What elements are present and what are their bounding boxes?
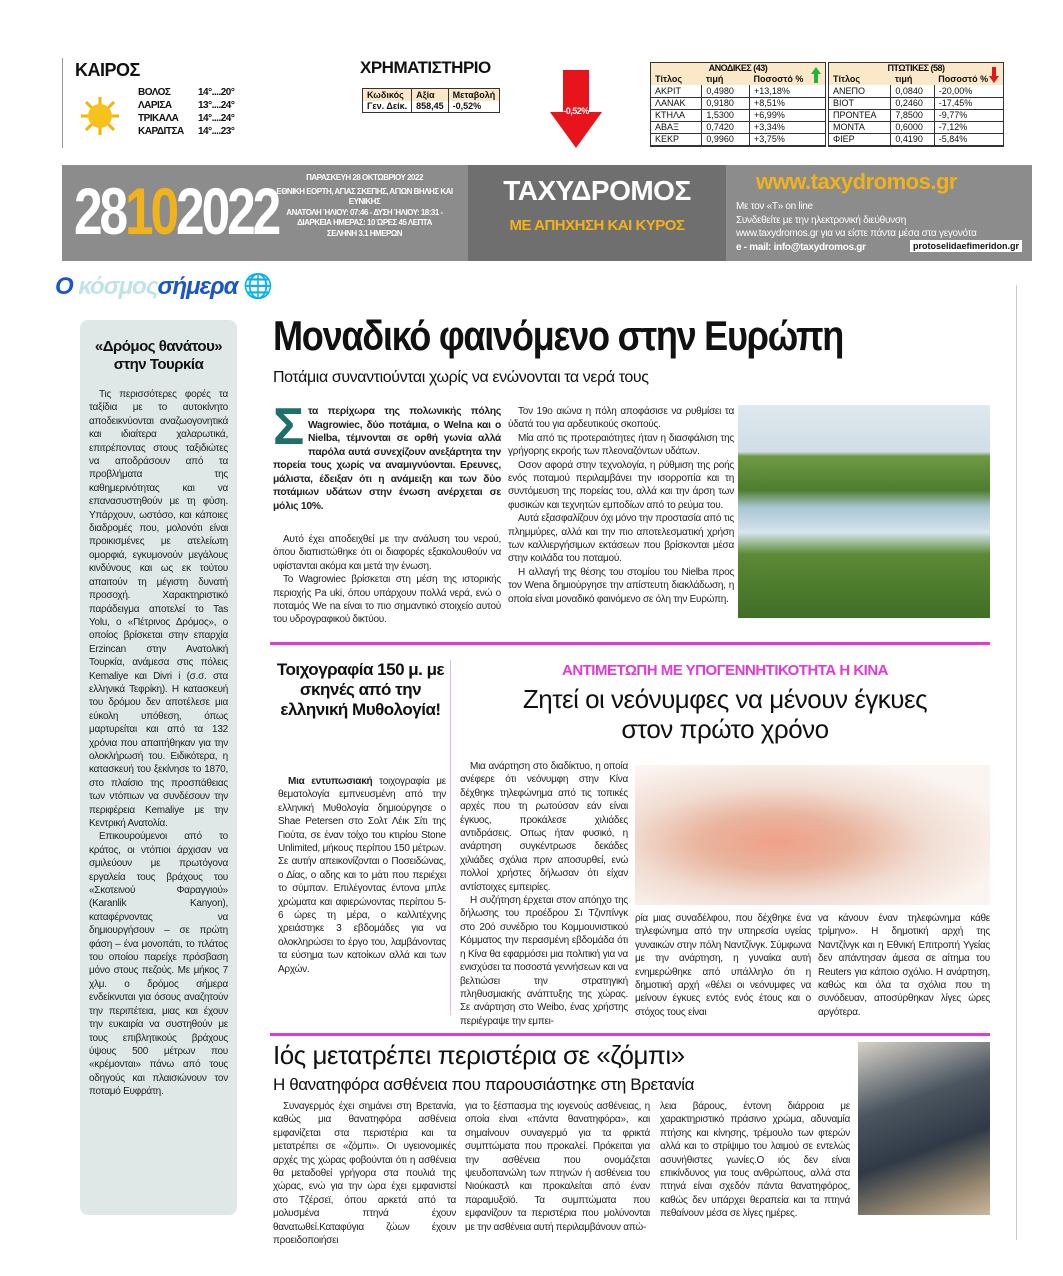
divider bbox=[450, 660, 451, 1015]
market-title: ΧΡΗΜΑΤΙΣΤΗΡΙΟ bbox=[360, 58, 491, 77]
pigeon-photo bbox=[858, 1042, 990, 1215]
globe-icon: 🌐 bbox=[243, 273, 273, 300]
down-arrow-icon bbox=[550, 70, 602, 148]
mural-title: Τοιχογραφία 150 μ. με σκηνές από την ελληνική Μυθολογία! bbox=[276, 660, 445, 719]
gainers-table: ΑΝΟΔΙΚΕΣ (43) Τίτλος τιμή Ποσοστό % ΑΚΡΙΤ 0,4980 +13,18% ΛΑΝΑΚ 0,9180 +8,51% ΚΤΗΛΑ 1,5300 +6,99% ΑΒΑΞ 0,7420 +3,34% ΚΕΚΡ 0,9960 +3,75% bbox=[650, 62, 826, 147]
table-row: ΦΙΕΡ 0,4190 -5,84% bbox=[829, 133, 1003, 145]
market-change-label: -0,52% bbox=[563, 106, 589, 116]
down-arrow-small-icon bbox=[989, 67, 999, 83]
sun-icon bbox=[80, 96, 120, 136]
china-col2: ρία μιας συναδέλφου, που δέχθηκε ένα τηλεφώνημα από την υπηρεσία υγείας γυναικών στην πόλη Ναντζίνγκ. Σύμφωνα με την ανάρτηση, η γυναίκα αυτή ενημερώθηκε από υπάλληλο ότι η δημοτική αρχή «θέλει οι νεόνυμφες να μείνουν έγκυες εντός ενός έτους και ο στόχος τους είναι bbox=[635, 913, 811, 1018]
date-display: 28102022 bbox=[74, 174, 279, 248]
divider bbox=[270, 1033, 990, 1036]
divider bbox=[1016, 285, 1017, 1240]
up-arrow-icon bbox=[811, 67, 821, 83]
online-info: Με τον «Τ» on line Συνδεθείτε με την ηλεκτρονική διεύθυνση www.taxydromos.gr για να είστε πάντα μέσα στα γεγονότα e - mail: info@taxydromos.gr bbox=[736, 201, 977, 253]
date-banner bbox=[62, 165, 1032, 261]
china-kicker: ΑΝΤΙΜΕΤΩΠΗ ΜΕ ΥΠΟΓΕΝΝΗΤΙΚΟΤΗΤΑ Η ΚΙΝΑ bbox=[561, 662, 889, 679]
pigeon-col1: Συναγερμός έχει σημάνει στη Βρετανία, καθώς μια θανατηφόρα ασθένεια εμφανίζεται στα περιστέρια και τα μετατρέπει σε «ζόμπι». Οι υγειονομικές αρχές της χώρας φοβούνται ότι η ασθένεια θα μεταδοθεί γρήγορα στα πουλιά της χώρας, ενώ για την ώρα έχει εμφανιστεί στο Τζέρσεϊ, όπου αρκετά από τα μολυσμένα πτηνά έχουν θανατωθεί.Καταφύγια ζώων έχουν προειδοποιήσει bbox=[273, 1101, 456, 1247]
sidebar-title: «Δρόμος θανάτου» στην Τουρκία bbox=[94, 338, 223, 373]
divider bbox=[270, 642, 990, 645]
weather-list bbox=[138, 86, 234, 138]
mural-text: Μια εντυπωσιακή τοιχογραφία με θεματολογία εμπνευσμένη από την ελληνική Μυθολογία δημιούργησε ο Shae Petersen στο Σολτ Λέικ Σίτι της Γιούτα, σε έναν τοίχο του κτιρίου Stone Unlimited, μήκους περίπου 150 μέτρων. Σε αυτήν απεικονίζονται ο Ποσειδώνας, ο Δίας, ο αδης και το μάτι που περιέχει το σύμπαν. Επιλέγοντας έντονα μπλε χρώματα και αφιερώνοντας περίπου 5-6 ώρες τη μέρα, ο καλλιτέχνης χρειάστηκε 3 εβδομάδες για να ολοκληρώσει το έργο του, λαμβάνοντας τα εύσημα των κατοίκων αλλά και των Αρχών. bbox=[278, 776, 447, 975]
china-col1: Μια ανάρτηση στο διαδίκτυο, η οποία ανέφερε ότι νεόνυμφη στην Κίνα δέχθηκε τηλεφώνημα από τις τοπικές αρχές που τη ρωτούσαν εάν είναι έγκυος, προκάλεσε χιλιάδες αντιδράσεις. Οπως ήταν φυσικό, η ανάρτηση συγκέντρωσε δεκάδες χιλιάδες σχόλια πριν αποσυρθεί, ενώ πολλοί χρήστες δήλωσαν ότι είχαν αντίστοιχες εμπειρίες. Η συζήτηση έρχεται στον απόηχο της δήλωσης του προέδρου Σι Τζινπίνγκ στο 20ό συνέδριο του Κομμουνιστικού Κόμματος την περασμένη εβδομάδα ότι η Κίνα θα εφαρμόσει μια πολιτική για να ενισχύσει τα ποσοστά γεννήσεων και να βελτιώσει την στρατηγική πληθυσμιακής ανάπτυξης της χώρας. Σε ανάρτηση στο Weibo, ένας χρήστης περιέγραψε την εμπει- bbox=[460, 761, 628, 1027]
table-row: ΑΒΑΞ 0,7420 +3,34% bbox=[651, 121, 825, 133]
losers-table: ΠΤΩΤΙΚΕΣ (58) Τίτλος τιμή Ποσοστό % ΑΝΕΠΟ 0,0840 -20,00% ΒΙΟΤ 0,2460 -17,45% ΠΡΟΝΤΕΑ 7,8500 -9,77% ΜΟΝΤΑ 0,6000 -7,12% ΦΙΕΡ 0,4190 -5,84% bbox=[828, 62, 1004, 147]
table-row: ΑΝΕΠΟ 0,0840 -20,00% bbox=[829, 85, 1003, 97]
rivers-photo bbox=[738, 405, 990, 618]
watermark: protoselidaefimeridon.gr bbox=[910, 240, 1022, 252]
baby-hand-photo bbox=[635, 765, 990, 905]
table-row: ΜΟΝΤΑ 0,6000 -7,12% bbox=[829, 121, 1003, 133]
pigeon-subtitle: Η θανατηφόρα ασθένεια που παρουσιάστηκε στη Βρετανία bbox=[273, 1075, 695, 1094]
table-row: ΠΡΟΝΤΕΑ 7,8500 -9,77% bbox=[829, 109, 1003, 121]
main-col1: Στα περίχωρα της πολωνικής πόλης Wagrowiec, δύο ποτάμια, ο Welna και ο Nielba, τέμνονται σε ορθή γωνία αλλά παρόλα αυτά συνεχίζουν ανεξάρτητα την πορεία τους χωρίς να αναμιγνύονται. Ερευνες, μάλιστα, έδειξαν ότι η ανάμειξη και των δύο ποτάμιων υδάτων στην ένωση ανέρχεται σε μόλις 10%. Αυτό έχει αποδειχθεί με την ανάλυση του νερού, όπου διαπιστώθηκε ότι οι διαφορές εξακολουθούν να υφίστανται ακόμα και μετά την ένωση. Το Wagrowiec βρίσκεται στη μέση της ιστορικής περιοχής Pa uki, όπου υπάρχουν πολλά νερά, ενώ ο ποταμός We na είναι το πιο σημαντικό στοιχείο αυτού του υδρογραφικού δικτύου. bbox=[273, 398, 501, 626]
weather-row: ΛΑΡΙΣΑ 13°....24° bbox=[138, 100, 235, 111]
market-table: Κωδικός Αξία Μεταβολή Γεν. Δείκ. 858,45 -0,52% bbox=[362, 88, 500, 113]
china-headline: Ζητεί οι νεόνυμφες να μένουν έγκυες στον πρώτο χρόνο bbox=[522, 684, 928, 744]
drop-cap: Σ bbox=[273, 398, 304, 456]
main-col2: Τον 19ο αιώνα η πόλη αποφάσισε να ρυθμίσει τα ύδατά του για αρδευτικούς σκοπούς. Μία από τις προτεραιότητες ήταν η διασφάλιση της γρήγορης εκροής των πλεοναζόντων υδάτων. Οσον αφορά στην τεχνολογία, η ρύθμιση της ροής ενός ποταμού περιλαμβάνει την ισορροπία και τη συντόμευση της πορείας του, αλλά και την άρση των φυσικών και τεχνητών εμποδίων από το ρεύμα του. Αυτά εξασφαλίζουν όχι μόνο την προστασία από τις πλημμύρες, αλλά και την πιο αποτελεσματική χρήση των καλλιεργήσιμων εκτάσεων που βρίσκονται μέσα στην κοιλάδα του ποταμού. Η αλλαγή της θέσης του στομίου του Nielba προς τον Wena δημιούργησε την απίστευτη διακλάδωση, η οποία είναι μοναδικό φαινόμενο σε όλη την Ευρώπη. bbox=[508, 406, 734, 605]
paper-name: ΤΑΧΥΔΡΟΜΟΣ bbox=[503, 175, 691, 206]
table-row: ΑΚΡΙΤ 0,4980 +13,18% bbox=[651, 85, 825, 97]
sidebar-article: «Δρόμος θανάτου» στην Τουρκία Τις περισσότερες φορές τα ταξίδια με το αυτοκίνητο αποδεικνύονται αναζωογονητικά και ιδιαίτερα χαλαρωτικά, επιτρέποντας στους ταξιδιώτες να αποδράσουν από τα προβλήματα της καθημερινότητας και να επανασυστηθούν με τη φύση. Υπάρχουν, ωστόσο, και κάποιες διαδρομές που, μολονότι είναι προικισμένες με ατελείωτη ομορφιά, εγκυμονούν μεγάλους κινδύνους και ως εκ τούτου απαιτούν τη μέγιστη δυνατή προσοχή. Χαρακτηριστικό παράδειγμα αποτελεί το Tas Yolu, ο «Πέτρινος Δρόμος», ο οποίος βρίσκεται στην επαρχία Erzincan στην Ανατολική Τουρκία, ανάμεσα στις πόλεις Kemaliye και Divri i (σ.σ. στα ελληνικά Τεφρίκη). Η κατασκευή του δρόμου δεν αποτέλεσε μια εύκολη υπόθεση, όπως μαρτυρείται και από τα 132 χρόνια που απαιτήθηκαν για την ολοκλήρωσή του. Ειδικότερα, η κατασκευή του ξεκίνησε το 1870, στο πλαίσιο της προσπάθειας των ντόπιων να συνδέσουν την περιφέρεια Kemaliye με την Κεντρική Ανατολία. Επικουρούμενοι από το κράτος, οι ντόπιοι άρχισαν να σμιλεύουν με πρωτόγονα εργαλεία τους βράχους του «Σκοτεινού Φαραγγιού» (Karanlik Kanyon), καταφέρνοντας να δημιουργήσουν – σε πρώτη φάση – ένα μονοπάτι, το πλάτος του οποίου παρείχε πρόσβαση μόνο στους πεζούς. Με μήκος 7 χλμ. ο δρόμος σήμερα ενδείκνυται για όσους αναζητούν την περιπέτεια, μιας και έχουν την ευκαιρία να συστηθούν με τους επιβλητικούς βράχους ύψους 500 μέτρων που «κρέμονται» πάνω από τους οδηγούς και πλαισιώνουν τον ποταμό Ευφράτη. bbox=[80, 320, 237, 1215]
pigeon-col2: για το ξέσπασμα της ιογενούς ασθένειας, η οποία είναι «πάντα θανατηφόρα», και σημαίνουν συναγερμό για τα φρικτά συμπτώματα που προκαλεί. Πρόκειται για την ασθένεια που ονομάζεται ψευδοπανώλη των πτηνών ή ασθένεια του Νιούκαστλ και προκαλείται από έναν παραμυξοϊό. Τα συμπτώματα που εμφανίζουν τα περιστέρια που μολύνονται με την ασθένεια αυτή περιλαμβάνουν απώ- bbox=[465, 1101, 650, 1233]
weather-row: ΒΟΛΟΣ 14°....20° bbox=[138, 87, 235, 98]
table-row: ΒΙΟΤ 0,2460 -17,45% bbox=[829, 97, 1003, 109]
paper-motto: ΜΕ ΑΠΗΧΗΣΗ ΚΑΙ ΚΥΡΟΣ bbox=[509, 217, 685, 234]
china-col3: να κάνουν έναν τηλεφώνημα κάθε τρίμηνο». Η δημοτική αρχή της Ναντζίνγκ και η Εθνική Επιτροπή Υγείας δεν απάντησαν άμεσα σε αίτημα του Reuters για κάποιο σχόλιο. Η ανάρτηση, καθώς και όλα τα σχόλια που τη συνόδευαν, αποσύρθηκαν λίγες ώρες αργότερα. bbox=[818, 913, 990, 1018]
weather-row: ΚΑΡΔΙΤΣΑ 14°....23° bbox=[138, 126, 235, 137]
weather-title: ΚΑΙΡΟΣ bbox=[75, 60, 140, 80]
pigeon-headline: Ιός μετατρέπει περιστέρια σε «ζόμπι» bbox=[273, 1040, 685, 1070]
main-subtitle: Ποτάμια συναντιούνται χωρίς να ενώνονται τα νερά τους bbox=[273, 369, 649, 386]
masthead bbox=[468, 165, 726, 261]
date-info: ΠΑΡΑΣΚΕΥΗ 28 ΟΚΤΩΒΡΙΟΥ 2022 ΕΘΝΙΚΗ ΕΟΡΤΗ, ΑΓΙΑΣ ΣΚΕΠΗΣ, ΑΓΙΩΝ ΒΗΛΗΣ ΚΑΙ ΕΥΝΙΚΗΣ ΑΝΑΤΟΛΗ ΉΛΙΟΥ: 07:46 - ΔΥΣΗ ΉΛΙΟΥ: 18:31 - ΔΙΑΡΚΕΙΑ ΗΜΕΡΑΣ: 10 ΏΡΕΣ 45 ΛΕΠΤΑ ΣΕΛΗΝΗ 3.1 ΗΜΕΡΩΝ bbox=[276, 173, 453, 238]
divider bbox=[62, 58, 63, 148]
site-link[interactable]: www.taxydromos.gr bbox=[756, 169, 957, 194]
weather-row: ΤΡΙΚΑΛΑ 14°....24° bbox=[138, 113, 235, 124]
table-row: ΚΤΗΛΑ 1,5300 +6,99% bbox=[651, 109, 825, 121]
section-logo: Ο κόσμοςσήμερα 🌐 bbox=[55, 273, 273, 300]
pigeon-col3: λεια βάρους, έντονη διάρροια με χαρακτηριστικό πράσινο χρώμα, αδυναμία πτήσης και κίνησης, τρέμουλο των φτερών αλλά και το στρίψιμο του λαιμού σε εντελώς ασυνήθιστες γωνίες.Ο ιός δεν είναι επικίνδυνος για τους ανθρώπους, αλλά στα πτηνά είναι σχεδόν πάντα θανατηφόρος, καθώς δεν υπάρχει θεραπεία και τα πτηνά πεθαίνουν μέσα σε λίγες ημέρες. bbox=[660, 1101, 850, 1220]
main-headline: Μοναδικό φαινόμενο στην Ευρώπη bbox=[273, 312, 844, 359]
table-row: ΛΑΝΑΚ 0,9180 +8,51% bbox=[651, 97, 825, 109]
table-row: ΚΕΚΡ 0,9960 +3,75% bbox=[651, 133, 825, 145]
